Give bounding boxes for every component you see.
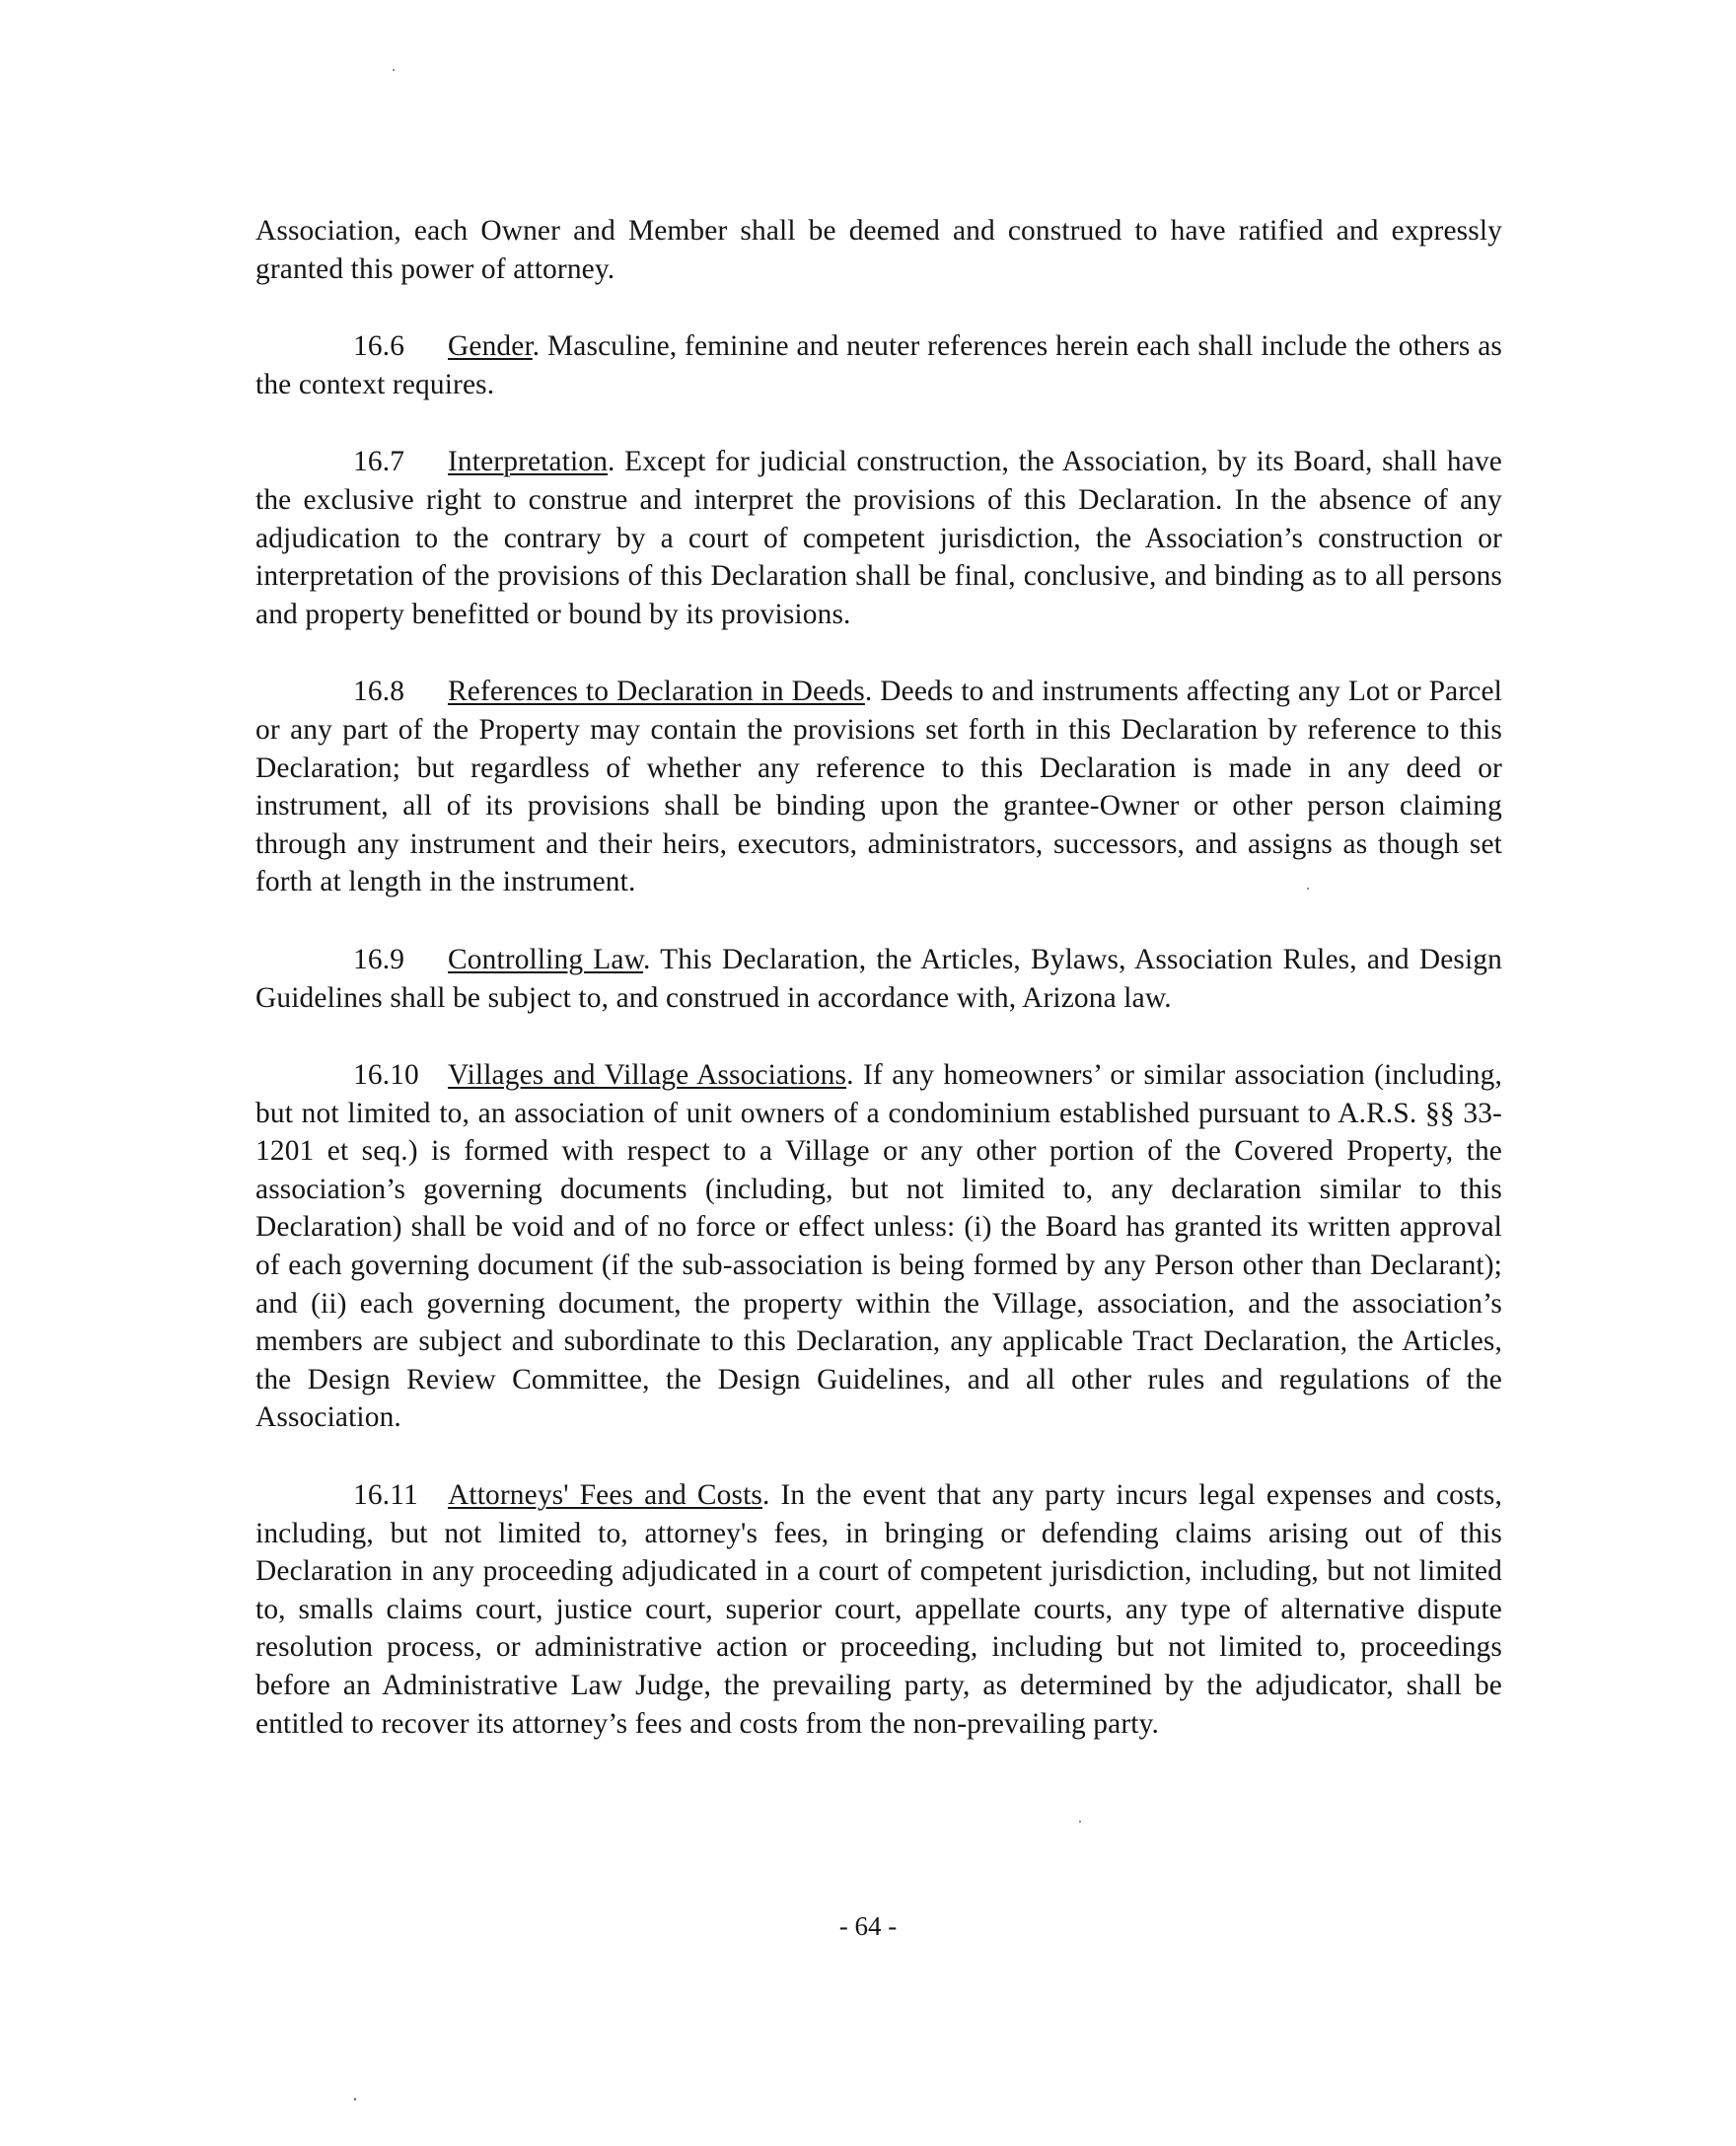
page-number: - 64 - [838,1911,898,1941]
continuation-paragraph [255,212,1502,288]
section-16-10 [255,1056,1502,1437]
section-heading: Interpretation [448,446,609,478]
scan-speck [354,2098,356,2101]
section-number: 16.9 [353,943,405,975]
section-16-11 [255,1476,1502,1743]
section-body: . Deeds to and instruments affecting any Lot or Parcel or any part of the Property may contain the provisions set forth in this Declaration by reference to this Declaration; but regardless of whether any reference to this Declaration is made in any deed or instrument, all of its provisions shall be binding upon the grantee-Owner or other person claiming through any instrument and their heirs, executors, administrators, successors, and assigns as though set forth at length in the instrument. [255,676,1502,898]
section-number: 16.8 [353,676,405,708]
section-heading: Controlling Law [448,943,644,975]
section-body: . Masculine, feminine and neuter references herein each shall include the others as the context requires. [255,330,1502,400]
section-body: . In the event that any party incurs legal expenses and costs, including, but not limited to, attorney's fees, in bringing or defending claims arising out of this Declaration in any proceeding adjudicated in a court of competent jurisdiction, including, but not limited to, smalls claims court, justice court, superior court, appellate courts, any type of alternative dispute resolution process, or administrative action or proceeding, including but not limited to, proceedings before an Administrative Law Judge, the prevailing party, as determined by the adjudicator, shall be entitled to recover its attorney’s fees and costs from the non-prevailing party. [255,1479,1502,1740]
section-16-6 [255,327,1502,403]
section-16-9 [255,941,1502,1017]
document-body [255,212,1502,1782]
scan-speck [1079,1821,1081,1823]
section-heading: References to Declaration in Deeds [448,676,865,708]
section-number: 16.7 [353,446,405,478]
section-heading: Villages and Village Associations [448,1059,847,1092]
section-number: 16.11 [353,1479,418,1512]
section-number: 16.10 [353,1059,419,1092]
section-16-7 [255,443,1502,633]
continuation-text: Association, each Owner and Member shall be deemed and construed to have ratified and expressly granted this power of attorney. [255,215,1502,285]
section-body: . This Declaration, the Articles, Bylaws, Association Rules, and Design Guidelines shall be subject to, and construed in accordance with, Arizona law. [255,943,1502,1014]
section-16-8 [255,673,1502,901]
section-number: 16.6 [353,330,405,363]
section-heading: Gender [448,330,533,363]
scan-speck [393,69,395,71]
section-heading: Attorneys' Fees and Costs [448,1479,763,1512]
section-body: . Except for judicial construction, the Association, by its Board, shall have the exclusive right to construe and interpret the provisions of this Declaration. In the absence of any adjudication to the contrary by a court of competent jurisdiction, the Association’s construction or interpretation of the provisions of this Declaration shall be final, conclusive, and binding as to all persons and property benefitted or bound by its provisions. [255,446,1502,630]
section-body: . If any homeowners’ or similar association (including, but not limited to, an association of unit owners of a condominium established pursuant to A.R.S. §§ 33-1201 et seq.) is formed with respect to a Village or any other portion of the Covered Property, the association’s governing documents (including, but not limited to, any declaration similar to this Declaration) shall be void and of no force or effect unless: (i) the Board has granted its written approval of each governing document (if the sub-association is being formed by any Person other than Declarant); and (ii) each governing document, the property within the Village, association, and the association’s members are subject and subordinate to this Declaration, any applicable Tract Declaration, the Articles, the Design Review Committee, the Design Guidelines, and all other rules and regulations of the Association. [255,1059,1502,1434]
